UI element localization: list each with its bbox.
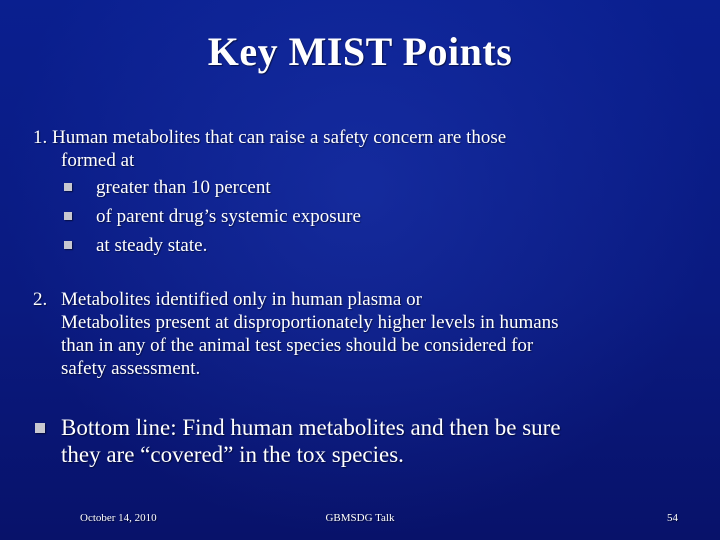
footer-date: October 14, 2010	[80, 512, 157, 524]
bottom-line-body	[61, 414, 683, 468]
point-2-line: than in any of the animal test species should be considered for	[61, 335, 534, 356]
square-bullet-icon	[64, 183, 72, 191]
square-bullet-icon	[35, 423, 45, 433]
point-1-text-line-1: Human metabolites that can raise a safety concern are those	[52, 127, 507, 148]
slide-title: Key MIST Points	[207, 29, 513, 74]
point-1-number: 1.	[33, 127, 48, 148]
square-bullet-icon	[64, 241, 72, 249]
bottom-line-text: they are “covered” in the tox species.	[61, 442, 404, 467]
point-2-number: 2.	[33, 289, 48, 310]
point-1-line-1	[33, 126, 683, 149]
sub-bullet-text: at steady state.	[96, 235, 208, 256]
point-2-line: safety assessment.	[61, 358, 201, 379]
point-1-text-line-2: formed at	[61, 150, 135, 171]
bottom-line-point	[33, 414, 683, 468]
point-1	[33, 126, 683, 172]
sub-bullet-item	[64, 234, 207, 257]
bottom-line-text: Bottom line: Find human metabolites and then be sure	[61, 415, 561, 440]
sub-bullet-text: greater than 10 percent	[96, 177, 271, 198]
square-bullet-icon	[64, 212, 72, 220]
sub-bullet-text: of parent drug’s systemic exposure	[96, 206, 361, 227]
point-2-line: Metabolites present at disproportionately higher levels in humans	[61, 312, 559, 333]
point-2	[33, 288, 693, 380]
point-2-line: Metabolites identified only in human plasma or	[61, 289, 422, 310]
sub-bullet-item	[64, 176, 271, 199]
footer-page-number: 54	[667, 512, 678, 524]
point-2-body	[61, 288, 693, 380]
sub-bullet-item	[64, 205, 361, 228]
footer-event: GBMSDG Talk	[325, 512, 395, 524]
